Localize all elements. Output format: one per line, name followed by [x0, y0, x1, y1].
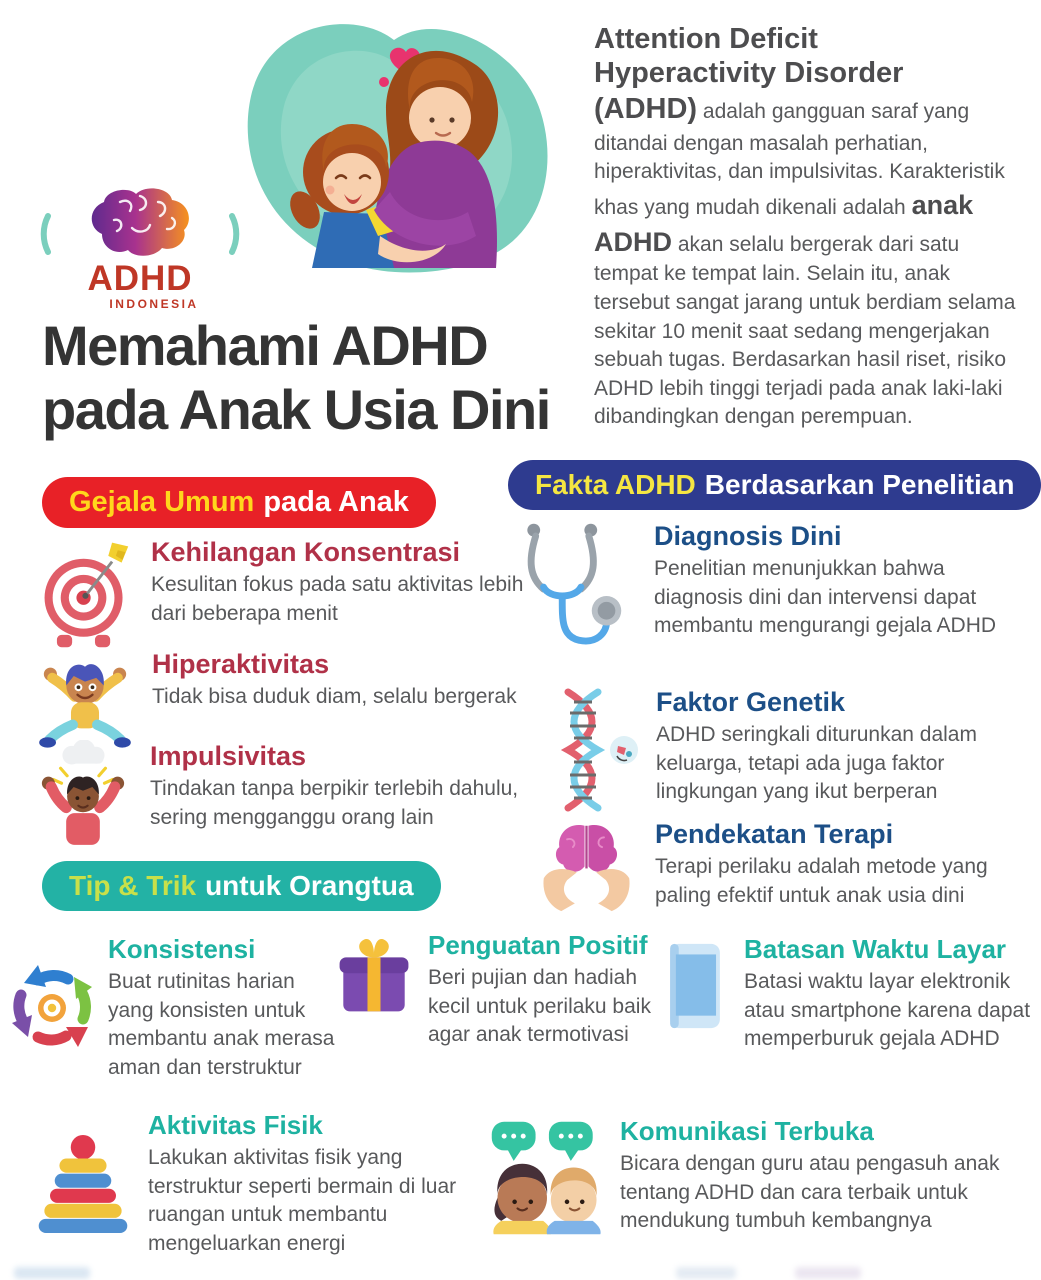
stacking-rings-icon [34, 1132, 132, 1236]
title-line2: pada Anak Usia Dini [42, 378, 550, 442]
bottom-crop-artifact [676, 1267, 736, 1279]
mother-child-illustration [228, 14, 560, 298]
symptoms-header-rest: pada Anak [263, 486, 409, 518]
facts-header-highlight: Fakta ADHD [535, 469, 696, 500]
intro-body-1: adalah gangguan saraf yang ditandai dengan masalah perhatian, hiperaktivitas, dan impulsivitas. Karakteristik khas yang mudah dikenali adalah [594, 100, 1005, 219]
gift-icon [334, 934, 414, 1018]
tip-desc: Beri pujian dan hadiah kecil untuk perilaku baik agar anak termotivasi [428, 966, 651, 1047]
symptom-title: Impulsivitas [150, 741, 307, 771]
adhd-indonesia-logo [34, 184, 246, 311]
logo-subtitle-text: INDONESIA [109, 297, 199, 311]
fact-desc: ADHD seringkali diturunkan dalam keluarga, tetapi ada juga faktor lingkungan yang ikut berperan [656, 723, 977, 804]
intro-heading-line2: Hyperactivity Disorder [594, 57, 904, 90]
fact-title: Pendekatan Terapi [655, 819, 894, 849]
tips-header-highlight: Tip & Trik [69, 870, 197, 901]
symptom-title: Hiperaktivitas [152, 649, 330, 679]
fact-text [655, 818, 1041, 910]
facts-header-rest: Berdasarkan Penelitian [704, 469, 1015, 500]
intro-adhd-bold: (ADHD) [594, 93, 698, 126]
stethoscope-icon [518, 520, 636, 670]
tip-title: Konsistensi [108, 934, 256, 964]
tip-text [744, 934, 1034, 1054]
cycle-arrows-icon [4, 957, 100, 1059]
tips-header-rest: untuk Orangtua [205, 870, 414, 901]
tip-item-batasan-layar [668, 934, 1038, 1054]
intro-heading-line1: Attention Deficit [594, 23, 818, 55]
intro-paragraph [594, 22, 1020, 432]
tip-item-aktivitas-fisik [34, 1110, 504, 1258]
tip-desc: Bicara dengan guru atau pengasuh anak tentang ADHD dan cara terbaik untuk mendukung tumbuh kembangnya [620, 1152, 1000, 1233]
symptom-desc: Kesulitan fokus pada satu aktivitas lebih dari beberapa menit [151, 573, 524, 625]
tip-text [620, 1116, 1041, 1236]
symptoms-section-header [42, 477, 436, 528]
hyperactive-child-icon [38, 648, 132, 749]
fact-item-diagnosis [518, 520, 1038, 670]
symptom-desc: Tidak bisa duduk diam, selalu bergerak [152, 685, 517, 709]
tip-title: Penguatan Positif [428, 930, 648, 960]
main-title [42, 314, 550, 443]
fact-item-genetik [540, 686, 1040, 816]
tip-text [428, 930, 670, 1050]
tip-item-komunikasi [486, 1116, 1041, 1238]
title-line1: Memahami ADHD [42, 314, 488, 377]
fact-text [656, 686, 1036, 807]
symptom-text [150, 740, 580, 832]
dartboard-icon [36, 536, 133, 650]
tip-desc: Lakukan aktivitas fisik yang terstruktur seperti bermain di luar ruangan untuk membantu mengeluarkan energi [148, 1146, 457, 1255]
tips-section-header [42, 861, 441, 911]
tip-item-penguatan [334, 930, 664, 1050]
symptom-desc: Tindakan tanpa berpikir terlebih dahulu, sering mengganggu orang lain [150, 777, 519, 829]
tip-desc: Batasi waktu layar elektronik atau smartphone karena dapat memperburuk gejala ADHD [744, 970, 1031, 1051]
tip-item-konsistensi [4, 934, 340, 1082]
brain-in-hands-icon [534, 818, 639, 915]
bottom-crop-artifact [14, 1267, 90, 1279]
intro-anak-bold: anak ADHD [594, 189, 974, 257]
tip-title: Aktivitas Fisik [148, 1110, 323, 1140]
children-talking-icon [486, 1118, 608, 1238]
tip-desc: Buat rutinitas harian yang konsisten untuk membantu anak merasa aman dan terstruktur [108, 970, 335, 1079]
facts-section-header [508, 460, 1041, 510]
fact-title: Diagnosis Dini [654, 521, 842, 551]
tip-text [108, 934, 340, 1082]
fact-desc: Terapi perilaku adalah metode yang paling efektif untuk anak usia dini [655, 855, 988, 907]
symptom-item-impulsivitas [40, 740, 560, 847]
impulsive-child-icon [40, 740, 126, 847]
bottom-crop-artifact [795, 1267, 861, 1279]
dna-icon [540, 686, 640, 816]
symptom-title: Kehilangan Konsentrasi [151, 537, 461, 567]
symptom-item-hiperaktivitas [38, 648, 558, 749]
fact-item-terapi [534, 818, 1041, 915]
fact-desc: Penelitian menunjukkan bahwa diagnosis dini dan intervensi dapat membantu mengurangi gejala ADHD [654, 557, 997, 638]
tip-text [148, 1110, 493, 1258]
intro-body-2: akan selalu bergerak dari satu tempat ke tempat lain. Selain itu, anak tersebut sangat jarang untuk berdiam selama sekitar 10 menit saat sedang mengerjakan sebuah tugas. Berdasarkan hasil riset, risiko ADHD lebih tinggi terjadi pada anak laki-laki dibandingkan dengan perempuan. [594, 232, 1016, 429]
tip-title: Komunikasi Terbuka [620, 1116, 874, 1146]
fact-text [654, 520, 1024, 641]
symptom-item-konsentrasi [36, 536, 546, 650]
logo-brand-text: ADHD [87, 259, 193, 298]
tip-title: Batasan Waktu Layar [744, 934, 1007, 964]
fact-title: Faktor Genetik [656, 687, 846, 717]
symptom-text [151, 536, 561, 628]
symptoms-header-highlight: Gejala Umum [69, 486, 255, 518]
brain-logo-icon [34, 184, 246, 260]
smartphone-icon [668, 942, 722, 1030]
symptom-text [152, 648, 572, 712]
